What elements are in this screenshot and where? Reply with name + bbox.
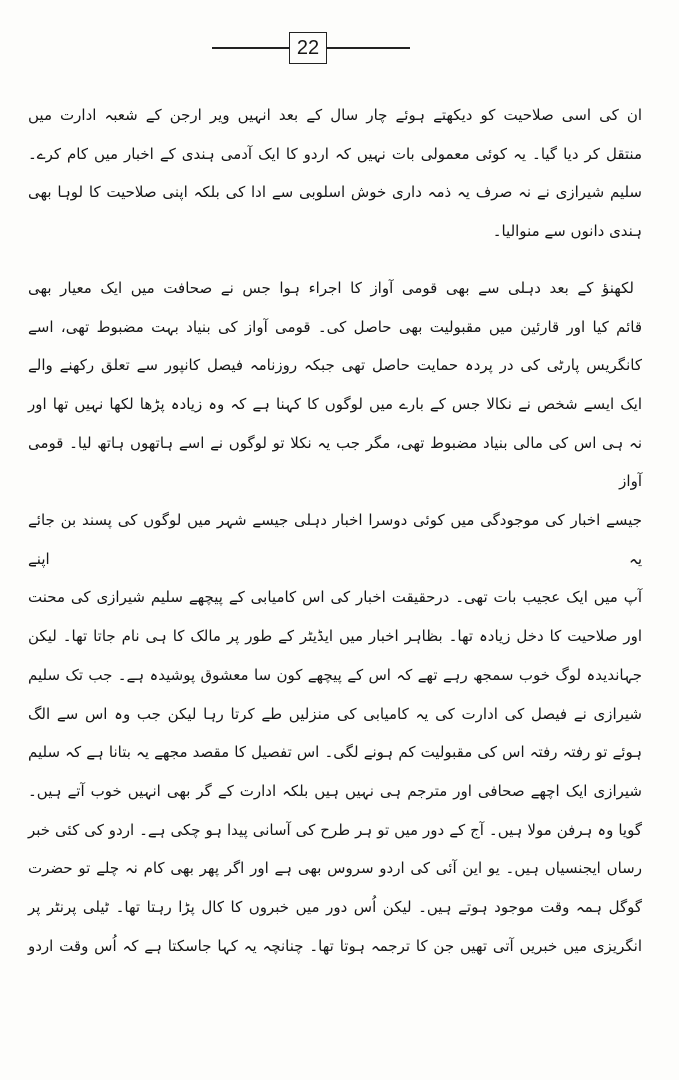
text-line: رساں ایجنسیاں ہیں۔ یو این آئی کی اردو سروس بھی ہے اور اگر پھر بھی کام نہ چلے تو حضرت: [28, 859, 642, 878]
text-line: لکھنؤ کے بعد دہلی سے بھی قومی آواز کا اجراء ہوا جس نے صحافت میں ایک معیار بھی: [28, 278, 634, 297]
text-line: ہوئے تو رفتہ رفتہ اس کی مقبولیت کم ہونے لگی۔ اس تفصیل کا مقصد مجھے یہ بتانا ہے کہ سلیم: [28, 743, 642, 762]
text-line: شیرازی نے فیصل کی ادارت کی یہ کامیابی کی منزلیں طے کرتا رہا لیکن جب وہ اس سے الگ: [28, 704, 642, 723]
text-line: گویا وہ ہرفن مولا ہیں۔ آج کے دور میں تو ہر طرح کی آسانی پیدا ہو چکی ہے۔ اردو کی کئی خبر: [28, 820, 642, 839]
text-line: کانگریس پارٹی کی در پردہ حمایت حاصل تھی جبکہ روزنامہ فیصل کانپور سے تعلق رکھنے والے: [28, 356, 642, 375]
header-rule-right: [327, 47, 410, 49]
page-header: [0, 28, 679, 68]
text-line: جہاندیدہ لوگ خوب سمجھ رہے تھے کہ اس کے پیچھے کون سا معشوق پوشیدہ ہے۔ جب تک سلیم: [28, 665, 642, 684]
header-rule-left: [212, 47, 289, 49]
text-line: سلیم شیرازی نے نہ صرف یہ ذمہ داری خوش اسلوبی سے ادا کی بلکہ اپنی صلاحیت کا لوہا بھی: [28, 183, 642, 202]
text-line: نہ ہی اس کی مالی بنیاد مضبوط تھی، مگر جب یہ نکلا تو لوگوں نے اسے ہاتھوں ہاتھ لیا۔ قومی آواز: [28, 433, 642, 491]
text-line: انگریزی میں خبریں آتی تھیں جن کا ترجمہ ہوتا تھا۔ چنانچہ یہ کہا جاسکتا ہے کہ اُس وقت اردو: [28, 936, 642, 955]
paragraph: [28, 96, 642, 251]
text-line: جیسے اخبار کی موجودگی میں کوئی دوسرا اخبار دہلی جیسے شہر میں لوگوں کی پسند بن جائے یہ اپنے: [28, 511, 642, 568]
text-line: اور صلاحیت کا دخل زیادہ تھا۔ بظاہر اخبار میں ایڈیٹر کے طور پر مالک کا ہی نام جاتا تھا۔ لیکن: [28, 627, 642, 646]
text-line: ایک ایسے شخص نے نکالا جس کے بارے میں لوگوں کا کہنا ہے کہ وہ زیادہ پڑھا لکھا نہیں تھا اور: [28, 394, 642, 413]
text-line: منتقل کر دیا گیا۔ یہ کوئی معمولی بات نہیں کہ اردو کا ایک آدمی ہندی کے اخبار میں کام کرے۔: [28, 144, 642, 163]
page-number: 22: [289, 32, 327, 64]
paragraph: [28, 269, 642, 966]
text-line: آپ میں ایک عجیب بات تھی۔ درحقیقت اخبار کی اس کامیابی کے پیچھے سلیم شیرازی کی محنت: [28, 588, 642, 607]
text-line: قائم کیا اور قارئین میں مقبولیت بھی حاصل کی۔ قومی آواز کی بنیاد بہت مضبوط تھی، اسے: [28, 317, 642, 336]
text-line: ہندی دانوں سے منوالیا۔: [492, 222, 642, 241]
text-line: ان کی اسی صلاحیت کو دیکھتے ہوئے چار سال کے بعد انہیں ویر ارجن کے شعبہ ادارت میں: [28, 106, 642, 124]
text-line: گوگل ہمہ وقت موجود ہوتے ہیں۔ لیکن اُس دور میں خبروں کا کال پڑا رہتا تھا۔ ٹیلی پرنٹر پر: [28, 898, 642, 917]
body-text: [28, 96, 642, 983]
text-line: شیرازی ایک اچھے صحافی اور مترجم ہی نہیں ہیں بلکہ ادارت کے گر بھی انہیں خوب آتے ہیں۔: [28, 781, 642, 800]
